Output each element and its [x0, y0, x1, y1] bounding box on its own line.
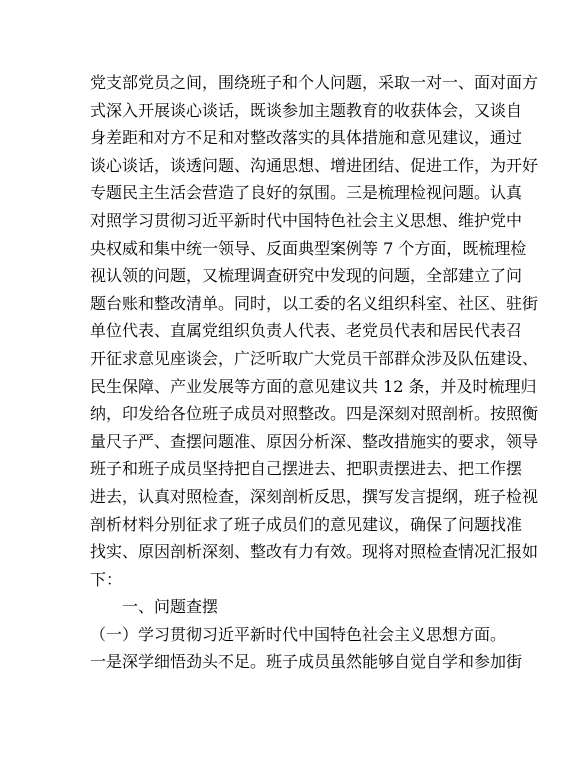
document-body [90, 69, 539, 676]
body-line: 进去，认真对照检查，深刻剖析反思，撰写发言提纲，班子检视 [90, 486, 539, 506]
body-line: 谈心谈话，谈透问题、沟通思想、增进团结、促进工作，为开好 [90, 155, 539, 175]
body-line: 对照学习贯彻习近平新时代中国特色社会主义思想、维护党中 [90, 210, 523, 230]
body-line: 纳，印发给各位班子成员对照整改。四是深刻对照剖析。按照衡 [90, 404, 539, 424]
body-line: 单位代表、直属党组织负责人代表、老党员代表和居民代表召 [90, 321, 523, 341]
body-line: 一是深学细悟劲头不足。班子成员虽然能够自觉自学和参加街 [90, 652, 523, 672]
body-line: 党支部党员之间，围绕班子和个人问题，采取一对一、面对面方 [90, 73, 539, 92]
body-line: 视认领的问题，又梳理调查研究中发现的问题，全部建立了问 [90, 266, 523, 286]
body-line: 专题民主生活会营造了良好的氛围。三是梳理检视问题。认真 [90, 183, 523, 203]
body-line: 剖析材料分别征求了班子成员们的意见建议，确保了问题找准 [90, 514, 523, 534]
body-line: 央权威和集中统一领导、反面典型案例等 7 个方面，既梳理检 [90, 238, 527, 258]
body-line: 式深入开展谈心谈话，既谈参加主题教育的收获体会，又谈自 [90, 100, 523, 120]
body-line: 下： [90, 569, 123, 589]
body-line: 身差距和对方不足和对整改落实的具体措施和意见建议，通过 [90, 128, 523, 148]
body-line: 量尺子严、查摆问题准、原因分析深、整改措施实的要求，领导 [90, 431, 539, 451]
body-line: 找实、原因剖析深刻、整改有力有效。现将对照检查情况汇报如 [90, 542, 539, 562]
body-line: 班子和班子成员坚持把自己摆进去、把职责摆进去、把工作摆 [90, 459, 523, 479]
body-line: 开征求意见座谈会，广泛听取广大党员干部群众涉及队伍建设、 [90, 348, 539, 368]
body-line: （一）学习贯彻习近平新时代中国特色社会主义思想方面。 [90, 624, 507, 644]
body-line: 题台账和整改清单。同时，以工委的名义组织科室、社区、驻街 [90, 293, 539, 313]
section-heading: 一、问题查摆 [122, 597, 219, 617]
body-line: 民生保障、产业发展等方面的意见建议共 12 条，并及时梳理归 [90, 376, 537, 396]
